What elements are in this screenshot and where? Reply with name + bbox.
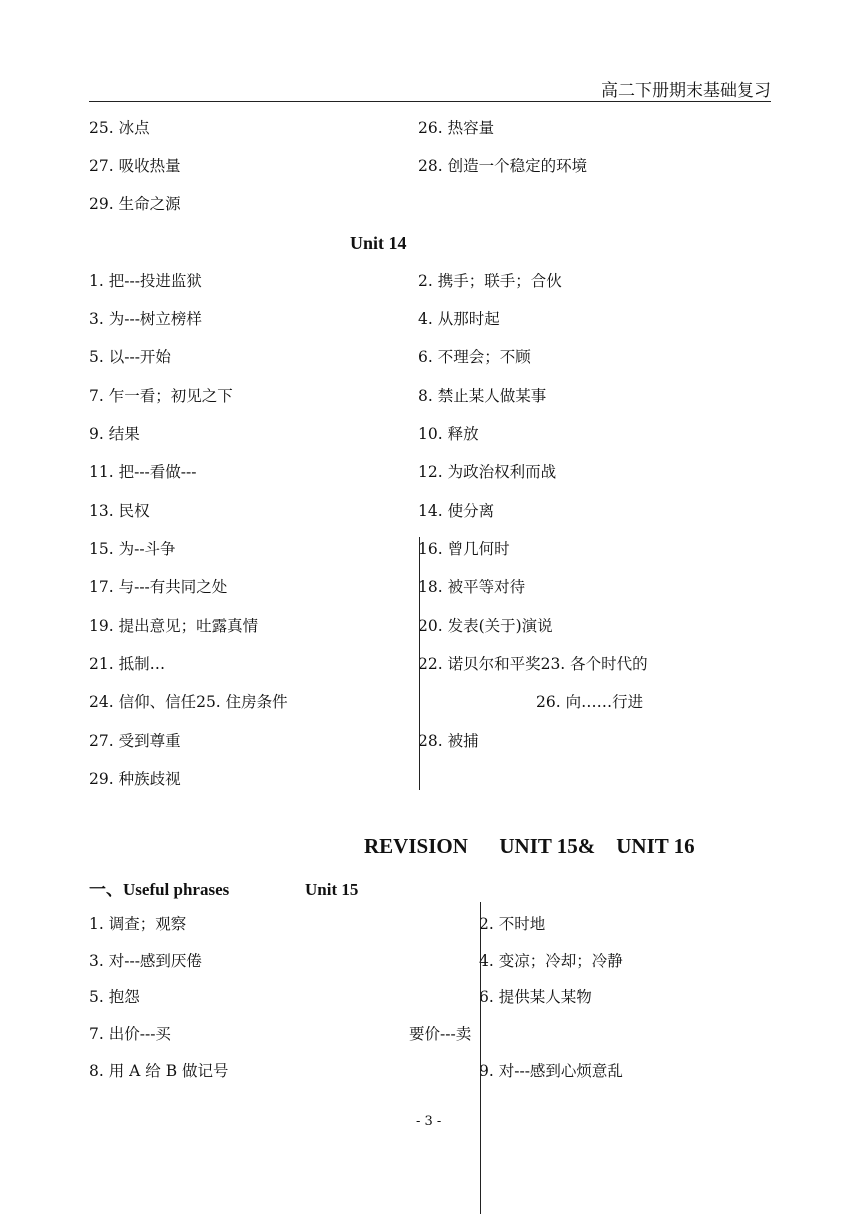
phrase-item: 15. 为--斗争	[89, 540, 176, 558]
phrase-item: 16. 曾几何时	[418, 540, 510, 558]
phrase-item: 19. 提出意见；吐露真情	[89, 617, 259, 635]
phrase-item: 5. 以---开始	[89, 348, 171, 366]
phrase-item: 6. 不理会；不顾	[418, 348, 531, 366]
phrase-item: 26. 向……行进	[536, 693, 644, 711]
column-divider-line	[419, 537, 420, 790]
phrase-item: 29. 种族歧视	[89, 770, 181, 788]
phrase-item: 要价---卖	[409, 1025, 472, 1043]
phrase-item: 8. 用 A 给 B 做记号	[89, 1062, 229, 1080]
phrase-item: 21. 抵制…	[89, 655, 166, 673]
phrase-item: 18. 被平等对待	[418, 578, 526, 596]
phrase-item: 2. 携手；联手；合伙	[418, 272, 562, 290]
phrase-item: 1. 调查；观察	[89, 915, 187, 933]
header-title: 高二下册期末基础复习	[601, 81, 771, 101]
phrase-item: 10. 释放	[418, 425, 479, 443]
phrase-item: 3. 为---树立榜样	[89, 310, 202, 328]
phrase-item: 26. 热容量	[418, 119, 495, 137]
unit-15-heading: Unit 15	[305, 880, 359, 899]
phrase-item: 9. 结果	[89, 425, 140, 443]
phrase-item: 29. 生命之源	[89, 195, 181, 213]
phrase-item: 5. 抱怨	[89, 988, 140, 1006]
phrase-item: 9. 对---感到心烦意乱	[479, 1062, 623, 1080]
section-label: 一、Useful phrases	[89, 880, 230, 899]
phrase-item: 28. 被捕	[418, 732, 479, 750]
phrase-item: 28. 创造一个稳定的环境	[418, 157, 588, 175]
column-divider-line	[480, 902, 481, 1214]
phrase-item: 13. 民权	[89, 502, 150, 520]
phrase-item: 11. 把---看做---	[89, 463, 197, 481]
phrase-item: 4. 从那时起	[418, 310, 500, 328]
header-divider	[89, 101, 771, 102]
unit-14-heading: Unit 14	[350, 233, 407, 253]
phrase-item: 17. 与---有共同之处	[89, 578, 228, 596]
phrase-item: 7. 出价---买	[89, 1025, 171, 1043]
phrase-item: 12. 为政治权利而战	[418, 463, 557, 481]
phrase-item: 24. 信仰、信任25. 住房条件	[89, 693, 288, 711]
phrase-item: 3. 对---感到厌倦	[89, 952, 202, 970]
phrase-item: 2. 不时地	[479, 915, 546, 933]
phrase-item: 27. 吸收热量	[89, 157, 181, 175]
revision-title: REVISION UNIT 15& UNIT 16	[364, 834, 695, 858]
phrase-item: 27. 受到尊重	[89, 732, 181, 750]
phrase-item: 7. 乍一看；初见之下	[89, 387, 233, 405]
phrase-item: 22. 诺贝尔和平奖23. 各个时代的	[418, 655, 648, 673]
phrase-item: 1. 把---投进监狱	[89, 272, 202, 290]
phrase-item: 6. 提供某人某物	[479, 988, 592, 1006]
phrase-item: 14. 使分离	[418, 502, 495, 520]
phrase-item: 8. 禁止某人做某事	[418, 387, 547, 405]
phrase-item: 20. 发表(关于)演说	[418, 617, 553, 635]
phrase-item: 4. 变凉；冷却；冷静	[479, 952, 623, 970]
page-number: - 3 -	[416, 1114, 442, 1129]
phrase-item: 25. 冰点	[89, 119, 150, 137]
